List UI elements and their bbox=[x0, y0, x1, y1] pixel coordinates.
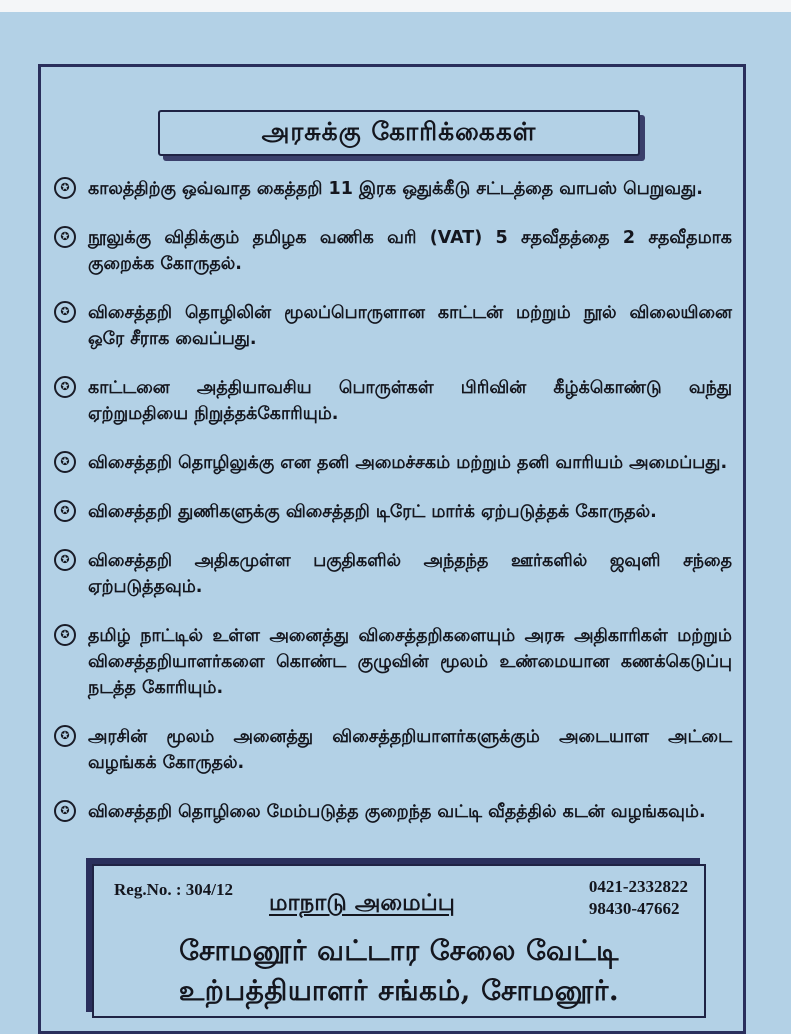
demands-list bbox=[52, 176, 732, 848]
demand-text: விசைத்தறி துணிகளுக்கு விசைத்தறி டிரேட் மார்க் ஏற்படுத்தக் கோருதல். bbox=[88, 502, 657, 522]
star-bullet-icon: ✪ bbox=[54, 301, 76, 323]
star-bullet-icon: ✪ bbox=[54, 177, 76, 199]
organization-name-line-1: சோமனூர் வட்டார சேலை வேட்டி bbox=[179, 934, 619, 967]
list-item bbox=[52, 300, 732, 352]
star-bullet-icon: ✪ bbox=[54, 376, 76, 398]
page-top-edge bbox=[0, 0, 791, 12]
star-bullet-icon: ✪ bbox=[54, 624, 76, 646]
star-bullet-icon: ✪ bbox=[54, 451, 76, 473]
list-item bbox=[52, 799, 732, 825]
registration-number: Reg.No. : 304/12 bbox=[114, 880, 233, 899]
list-item bbox=[52, 450, 732, 476]
star-bullet-icon: ✪ bbox=[54, 800, 76, 822]
demand-text: விசைத்தறி தொழிலை மேம்படுத்த குறைந்த வட்டி வீதத்தில் கடன் வழங்கவும். bbox=[88, 802, 706, 822]
demand-text: விசைத்தறி அதிகமுள்ள பகுதிகளில் அந்தந்த ஊர்களில் ஜவுளி சந்தை ஏற்படுத்தவும். bbox=[88, 551, 732, 597]
demand-text: நூலுக்கு விதிக்கும் தமிழக வணிக வரி (VAT) 5 சதவீதத்தை 2 சதவீதமாக குறைக்க கோருதல். bbox=[88, 228, 733, 274]
page-title: அரசுக்கு கோரிக்கைகள் bbox=[158, 110, 640, 156]
star-bullet-icon: ✪ bbox=[54, 549, 76, 571]
phone-number-2: 98430-47662 bbox=[588, 899, 680, 918]
list-item bbox=[52, 225, 732, 277]
demand-text: விசைத்தறி தொழிலின் மூலப்பொருளான காட்டன் மற்றும் நூல் விலையினை ஒரே சீராக வைப்பது. bbox=[88, 303, 732, 349]
star-bullet-icon: ✪ bbox=[54, 226, 76, 248]
star-bullet-icon: ✪ bbox=[54, 500, 76, 522]
committee-label: மாநாடு அமைப்பு bbox=[269, 890, 455, 916]
organization-name-line-2: உற்பத்தியாளர் சங்கம், சோமனூர். bbox=[178, 974, 620, 1007]
demand-text: அரசின் மூலம் அனைத்து விசைத்தறியாளர்களுக்கும் அடையாள அட்டை வழங்கக் கோருதல். bbox=[88, 727, 732, 773]
list-item bbox=[52, 499, 732, 525]
demand-text: தமிழ் நாட்டில் உள்ள அனைத்து விசைத்தறிகளையும் அரசு அதிகாரிகள் மற்றும் விசைத்தறியாளர்களை கொண்ட குழுவின் மூலம் உண்மையான கணக்கெடுப்பு நடத்த கோரியும். bbox=[88, 626, 732, 698]
list-item bbox=[52, 724, 732, 776]
star-bullet-icon: ✪ bbox=[54, 725, 76, 747]
phone-number-1: 0421-2332822 bbox=[588, 877, 688, 896]
demand-text: காட்டனை அத்தியாவசிய பொருள்கள் பிரிவின் கீழ்க்கொண்டு வந்து ஏற்றுமதியை நிறுத்தக்கோரியும். bbox=[88, 378, 732, 424]
list-item bbox=[52, 548, 732, 600]
phone-numbers bbox=[589, 876, 688, 920]
list-item bbox=[52, 375, 732, 427]
demand-text: காலத்திற்கு ஒவ்வாத கைத்தறி 11 இரக ஒதுக்கீடு சட்டத்தை வாபஸ் பெறுவது. bbox=[88, 179, 703, 199]
list-item bbox=[52, 176, 732, 202]
demand-text: விசைத்தறி தொழிலுக்கு என தனி அமைச்சகம் மற்றும் தனி வாரியம் அமைப்பது. bbox=[88, 453, 728, 473]
organizer-box bbox=[92, 864, 706, 1018]
list-item bbox=[52, 623, 732, 701]
